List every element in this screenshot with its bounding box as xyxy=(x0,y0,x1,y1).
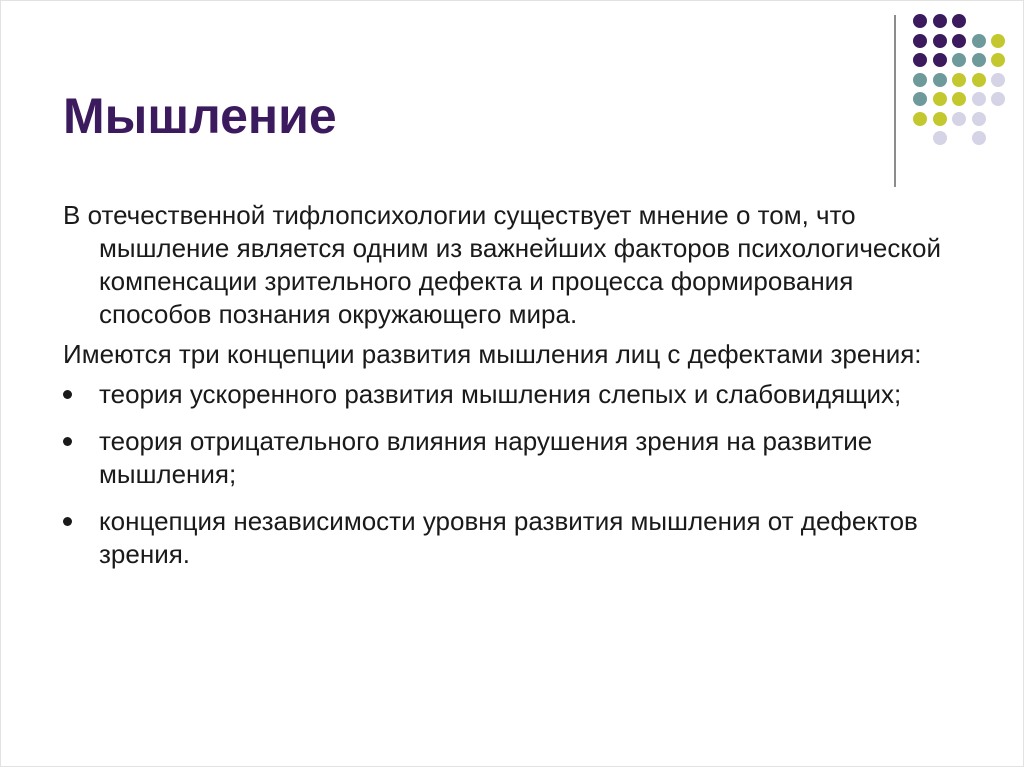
decorative-dot xyxy=(972,112,986,126)
bullet-dot-icon xyxy=(63,517,72,526)
bullet-text: теория ускоренного развития мышления слепых и слабовидящих; xyxy=(99,379,902,409)
decorative-dot-grid xyxy=(1,1,1023,201)
slide-title: Мышление xyxy=(63,88,337,144)
decorative-dot xyxy=(972,34,986,48)
decorative-dot xyxy=(952,112,966,126)
bullet-text: концепция независимости уровня развития мышления от дефектов зрения. xyxy=(99,506,918,569)
bullet-dot-icon xyxy=(63,390,72,399)
decorative-dot xyxy=(913,112,927,126)
decorative-dot xyxy=(972,92,986,106)
concepts-paragraph: Имеются три концепции развития мышления лиц с дефектами зрения: xyxy=(63,339,922,369)
bullet-item xyxy=(63,505,963,571)
decorative-dot xyxy=(913,14,927,28)
intro-paragraph: В отечественной тифлопсихологии существует мнение о том, что мышление является одним из важнейших факторов психологической компенсации зрительного дефекта и процесса формирования способов познания окружающего мира. xyxy=(63,200,942,329)
decorative-dot xyxy=(933,14,947,28)
decorative-dot xyxy=(933,112,947,126)
decorative-dot xyxy=(972,73,986,87)
bullet-text: теория отрицательного влияния нарушения зрения на развитие мышления; xyxy=(99,426,873,489)
decorative-dot xyxy=(972,53,986,67)
decorative-dot xyxy=(913,53,927,67)
decorative-dot xyxy=(933,53,947,67)
slide-body xyxy=(63,199,963,578)
decorative-dot xyxy=(972,131,986,145)
decorative-dot xyxy=(991,92,1005,106)
decorative-dot xyxy=(991,73,1005,87)
decorative-dot xyxy=(952,34,966,48)
decorative-dot xyxy=(933,131,947,145)
bullet-dot-icon xyxy=(63,437,72,446)
decorative-dot xyxy=(991,34,1005,48)
bullet-item xyxy=(63,425,963,491)
decorative-dot xyxy=(913,92,927,106)
decorative-dot xyxy=(952,73,966,87)
decorative-dot xyxy=(991,53,1005,67)
decorative-dot xyxy=(933,34,947,48)
decorative-dot xyxy=(913,34,927,48)
bullet-item xyxy=(63,378,963,411)
decorative-dot xyxy=(933,92,947,106)
decorative-dot xyxy=(952,53,966,67)
decorative-dot xyxy=(933,73,947,87)
decorative-dot xyxy=(952,92,966,106)
decorative-dot xyxy=(952,14,966,28)
decorative-dot xyxy=(913,73,927,87)
